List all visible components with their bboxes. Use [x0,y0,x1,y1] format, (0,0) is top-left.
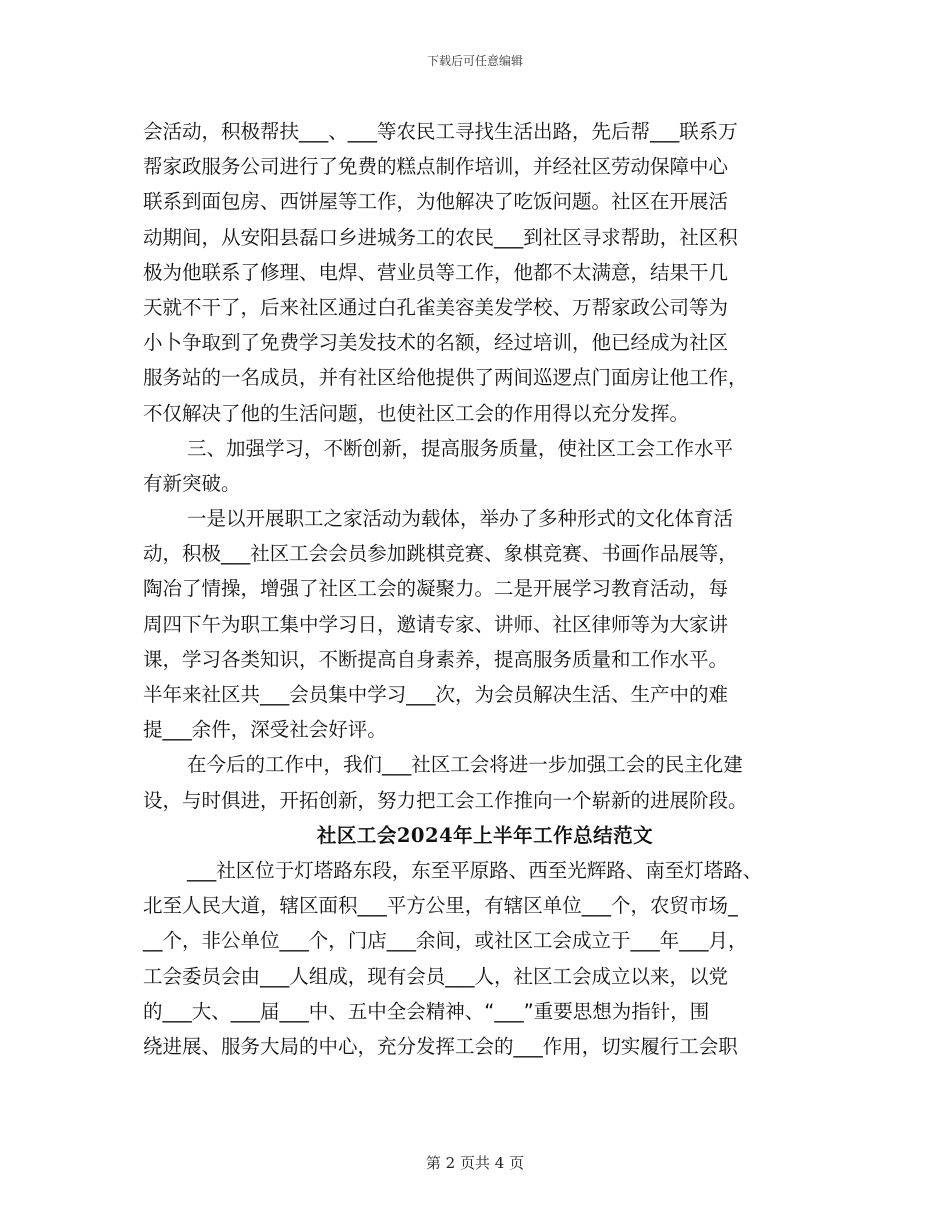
text-line: 联系到面包房、西饼屋等工作，为他解决了吃饭问题。社区在开展活 [143,190,729,214]
text-line: 动，积极___社区工会会员参加跳棋竞赛、象棋竞赛、书画作品展等， [143,542,738,566]
text-line: 陶冶了情操，增强了社区工会的凝聚力。二是开展学习教育活动，每 [143,577,729,601]
text-line: 课，学习各类知识，不断提高自身素养，提高服务质量和工作水平。 [143,647,729,671]
section-title: 社区工会2024年上半年工作总结范文 [316,823,654,847]
text-line: 北至人民大道，辖区面积___平方公里，有辖区单位___个，农贸市场_ [143,894,738,918]
text-line: 一是以开展职工之家活动为载体，举办了多种形式的文化体育活 [187,507,734,531]
text-line: 服务站的一名成员，并有社区给他提供了两间巡逻点门面房让他工作， [143,366,748,390]
text-line: __个，非公单位___个，门店___余间，或社区工会成立于___年___月， [143,929,748,953]
text-line: 极为他联系了修理、电焊、营业员等工作，他都不太满意，结果干几 [143,260,729,284]
text-line: 设，与时俱进，开拓创新，努力把工会工作推向一个崭新的进展阶段。 [143,788,748,812]
text-line: 天就不干了，后来社区通过白孔雀美容美发学校、万帮家政公司等为 [143,295,729,319]
text-line: 不仅解决了他的生活问题，也使社区工会的作用得以充分发挥。 [143,401,690,425]
text-line: 帮家政服务公司进行了免费的糕点制作培训，并经社区劳动保障中心 [143,155,729,179]
text-line: 绕进展、服务大局的中心，充分发挥工会的___作用，切实履行工会职 [143,1034,738,1058]
text-line: 有新突破。 [143,471,241,495]
page-footer: 第 2 页共 4 页 [425,1154,525,1172]
text-line: 工会委员会由___人组成，现有会员___人，社区工会成立以来，以党 [143,964,729,988]
text-line: 会活动，积极帮扶___、___等农民工寻找生活出路，先后帮___联系万 [143,120,738,143]
text-line: 动期间，从安阳县磊口乡进城务工的农民___到社区寻求帮助，社区积 [143,225,738,249]
text-line: 半年来社区共___会员集中学习___次，为会员解决生活、生产中的难 [143,683,729,706]
text-line: 三、加强学习，不断创新，提高服务质量，使社区工会工作水平 [187,436,734,460]
text-line: 的___大、___届___中、五中全会精神、“___”重要思想为指针，围 [143,999,710,1023]
text-line: 小卜争取到了免费学习美发技术的名额，经过培训，他已经成为社区 [143,331,729,355]
text-line: 在今后的工作中，我们___社区工会将进一步加强工会的民主化建 [187,753,743,777]
text-line: 提___余件，深受社会好评。 [143,718,387,742]
text-line: 周四下午为职工集中学习日，邀请专家、讲师、社区律师等为大家讲 [143,612,729,636]
document-body [143,114,827,1064]
text-line: ___社区位于灯塔路东段，东至平原路、西至光辉路、南至灯塔路、 [187,858,763,882]
page-header: 下载后可任意编辑 [426,54,523,68]
